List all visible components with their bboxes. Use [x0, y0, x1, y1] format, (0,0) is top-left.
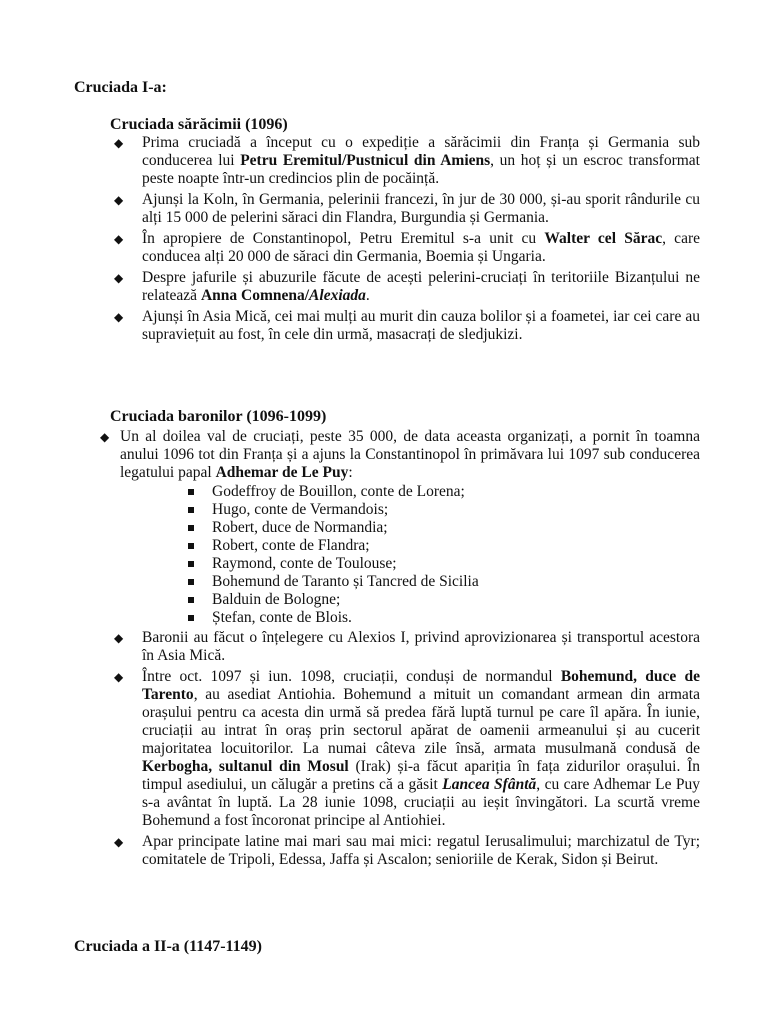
text-run: Apar principate latine mai mari sau mai mici: regatul Ierusalimului; marchizatul de Tyr; comitatele de Tripoli, Edessa, Jaffa și Ascalon; senioriile de Kerak, Sidon și Beirut. [142, 833, 700, 868]
leaders-list [188, 483, 479, 627]
diamond-bullet-icon: ◆ [114, 670, 124, 684]
heading-crusade-1: Cruciada I-a: [74, 79, 167, 96]
text-run: Ajunși la Koln, în Germania, pelerinii francezi, în jur de 30 000, și-au sporit rândurile cu alți 15 000 de pelerini săraci din Flandra, Burgundia și Germania. [142, 191, 700, 226]
bold-name: Adhemar de Le Puy [215, 464, 349, 481]
bold-italic-title: Lancea Sfântă [442, 776, 537, 793]
list-item [110, 230, 700, 266]
leader-item [188, 483, 479, 501]
subheading-barons-crusade: Cruciada baronilor (1096-1099) [110, 408, 327, 425]
text-run: Baronii au făcut o înțelegere cu Alexios I, privind aprovizionarea și transportul acestora în Asia Mică. [142, 629, 700, 664]
list-item [110, 308, 700, 344]
list-item [100, 428, 700, 482]
text-run: Ajunși în Asia Mică, cei mai mulți au murit din cauza bolilor și a foametei, iar cei care au supraviețuit au fost, în cele din urmă, masacrați de sledjukizi. [142, 308, 700, 343]
diamond-bullet-icon: ◆ [114, 631, 124, 645]
square-bullet-icon [188, 489, 194, 495]
leader-text: Ștefan, conte de Blois. [212, 609, 352, 626]
leader-text: Balduin de Bologne; [212, 591, 341, 608]
leader-item [188, 555, 479, 573]
square-bullet-icon [188, 615, 194, 621]
text-run: . [365, 287, 370, 304]
leader-text: Robert, conte de Flandra; [212, 537, 370, 554]
leader-item [188, 609, 479, 627]
leader-item [188, 591, 479, 609]
leader-text: Bohemund de Taranto și Tancred de Sicilia [212, 573, 479, 590]
list-item [110, 833, 700, 869]
diamond-bullet-icon: ◆ [114, 193, 124, 207]
diamond-bullet-icon: ◆ [114, 310, 124, 324]
square-bullet-icon [188, 507, 194, 513]
text-run: Între oct. 1097 și iun. 1098, cruciații, conduși de normandul [142, 668, 561, 685]
list-item [110, 629, 700, 665]
leader-item [188, 519, 479, 537]
bold-name: Bohemund, duce de Tarento [142, 668, 700, 703]
list-item [110, 134, 700, 188]
subheading-poor-crusade: Cruciada sărăcimii (1096) [110, 116, 288, 133]
leader-item [188, 537, 479, 555]
leader-text: Godeffroy de Bouillon, conte de Lorena; [212, 483, 465, 500]
leader-text: Robert, duce de Normandia; [212, 519, 388, 536]
text-run: , au asediat Antiohia. Bohemund a mituit un comandant armean din armata orașului pentru ca acesta din urmă să predea fără luptă turnul pe care îl apăra. În iunie, cruciații au intrat în oraș prin sectorul apărat de oamenii armeanului și au cucerit majoritatea locuitorilor. La numai câteva zile însă, armata musulmană condusă de [142, 686, 700, 757]
list-item [110, 269, 700, 305]
leader-text: Raymond, conte de Toulouse; [212, 555, 397, 572]
text-run: Prima cruciadă a început cu o expediție a sărăcimii din Franța și Germania sub conducerea lui [142, 134, 700, 169]
heading-crusade-2: Cruciada a II-a (1147-1149) [74, 938, 262, 955]
list-item [110, 668, 700, 830]
bold-name: Walter cel Sărac [544, 230, 663, 247]
diamond-bullet-icon: ◆ [114, 232, 124, 246]
square-bullet-icon [188, 543, 194, 549]
diamond-bullet-icon: ◆ [114, 271, 124, 285]
square-bullet-icon [188, 579, 194, 585]
text-run: (Irak) și-a făcut apariția în fața zidurilor orașului. În timpul asediului, un călugăr a pretins că a găsit [142, 758, 701, 793]
square-bullet-icon [188, 525, 194, 531]
poor-crusade-list [110, 134, 700, 347]
bold-italic-title: Alexiada [309, 287, 366, 304]
leader-text: Hugo, conte de Vermandois; [212, 501, 389, 518]
diamond-bullet-icon: ◆ [114, 835, 124, 849]
text-run: Un al doilea val de cruciați, peste 35 000, de data aceasta organizați, a pornit în toamna anului 1096 tot din Franța și a ajuns la Constantinopol în primăvara lui 1097 sub conducerea legatului papal [120, 428, 700, 481]
leader-item [188, 573, 479, 591]
square-bullet-icon [188, 597, 194, 603]
barons-crusade-list [110, 629, 700, 872]
text-run: : [348, 464, 353, 481]
bold-name: Kerbogha, sultanul din Mosul [142, 758, 349, 775]
diamond-bullet-icon: ◆ [114, 136, 124, 150]
text-run: , care conducea alți 20 000 de săraci din Germania, Boemia și Ungaria. [142, 230, 700, 265]
text-run: , cu care Adhemar Le Puy s-a avântat în luptă. La 28 iunie 1098, cruciații au ieșit învingători. La scurtă vreme Bohemund a fost încoronat principe al Antiohiei. [142, 776, 701, 829]
list-item [110, 191, 700, 227]
text-run: Despre jafurile și abuzurile făcute de acești pelerini-cruciați în teritoriile Bizanțului ne relatează [142, 269, 700, 304]
text-run: În apropiere de Constantinopol, Petru Eremitul s-a unit cu [142, 230, 545, 247]
separator: / [304, 287, 310, 304]
barons-intro-list [100, 428, 700, 485]
bold-name: Petru Eremitul/Pustnicul din Amiens [240, 152, 491, 169]
leader-item [188, 501, 479, 519]
bold-name: Anna Comnena [200, 287, 305, 304]
diamond-bullet-icon: ◆ [100, 430, 110, 444]
text-run: , un hoț și un escroc transformat peste noapte într-un credincios plin de pocăință. [142, 152, 700, 187]
square-bullet-icon [188, 561, 194, 567]
